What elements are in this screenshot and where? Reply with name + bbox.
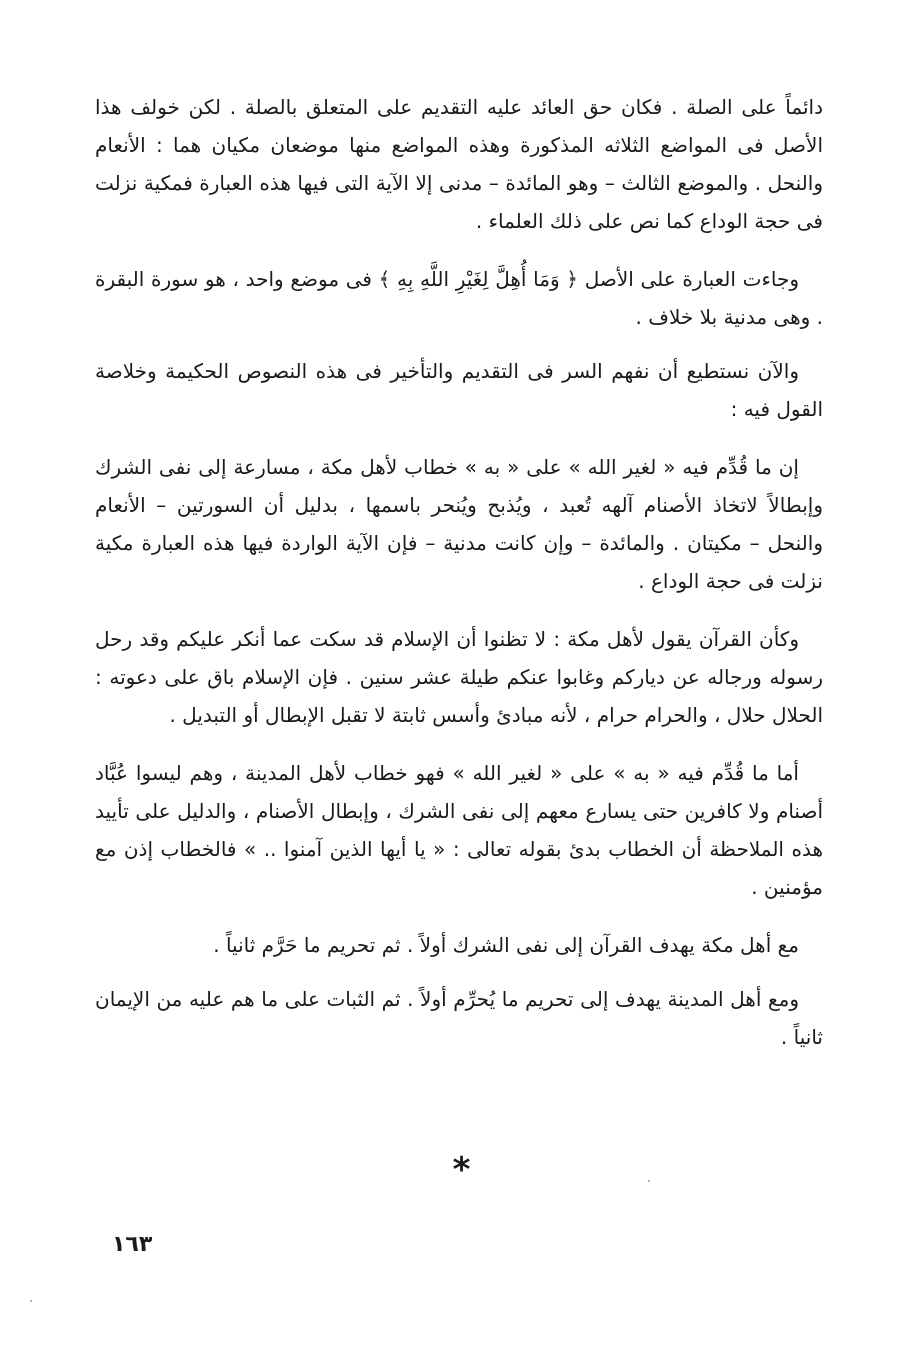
scan-speck	[648, 1180, 650, 1182]
paragraph-7: مع أهل مكة يهدف القرآن إلى نفى الشرك أولاً . ثم تحريم ما حَرَّم ثانياً .	[213, 933, 799, 957]
paragraph-3: والآن نستطيع أن نفهم السر فى التقديم والتأخير فى هذه النصوص الحكيمة وخلاصة القول فيه :	[95, 359, 823, 421]
page-number: ١٦٣	[112, 1232, 153, 1257]
paragraph-4: إن ما قُدِّم فيه « لغير الله » على « به » خطاب لأهل مكة ، مسارعة إلى نفى الشرك وإبطالاً لاتخاذ الأصنام آلهه تُعبد ، ويُذبح ويُنحر باسمها ، بدليل أن السورتين – الأنعام والنحل – مكيتان . والمائدة – وإن كانت مدنية – فإن الآية الواردة فيها هذه العبارة مكية نزلت فى حجة الوداع .	[95, 455, 823, 593]
paragraph-1: دائماً على الصلة . فكان حق العائد عليه التقديم على المتعلق بالصلة . لكن خولف هذا الأصل فى المواضع الثلاثه المذكورة وهذه المواضع منها موضعان مكيان هما : الأنعام والنحل . والموضع الثالث – وهو المائدة – مدنى إلا الآية التى فيها هذه العبارة فمكية نزلت فى حجة الوداع كما نص على ذلك العلماء .	[95, 95, 823, 233]
page-body	[95, 88, 823, 1076]
paragraph-5: وكأن القرآن يقول لأهل مكة : لا تظنوا أن الإسلام قد سكت عما أنكر عليكم وقد رحل رسوله ورجاله عن دياركم وغابوا عنكم طيلة عشر سنين . فإن الإسلام باق على دعوته : الحلال حلال ، والحرام حرام ، لأنه مبادئ وأسس ثابتة لا تقبل الإبطال أو التبديل .	[95, 627, 823, 727]
section-separator: *	[452, 1150, 471, 1190]
scan-speck	[30, 1300, 32, 1302]
paragraph-2: وجاءت العبارة على الأصل ﴿ وَمَا أُهِلَّ لِغَيْرِ اللَّهِ بِهِ ﴾ فى موضع واحد ، هو سورة البقرة . وهى مدنية بلا خلاف .	[95, 267, 823, 329]
paragraph-6: أما ما قُدِّم فيه « به » على « لغير الله » فهو خطاب لأهل المدينة ، وهم ليسوا عُبَّاد أصنام ولا كافرين حتى يسارع معهم إلى نفى الشرك ، وإبطال الأصنام ، والدليل على تأييد هذه الملاحظة أن الخطاب بدئ بقوله تعالى : « يا أيها الذين آمنوا .. » فالخطاب إذن مع مؤمنين .	[95, 761, 823, 899]
paragraph-8: ومع أهل المدينة يهدف إلى تحريم ما يُحرِّم أولاً . ثم الثبات على ما هم عليه من الإيمان ثانياً .	[95, 987, 823, 1049]
